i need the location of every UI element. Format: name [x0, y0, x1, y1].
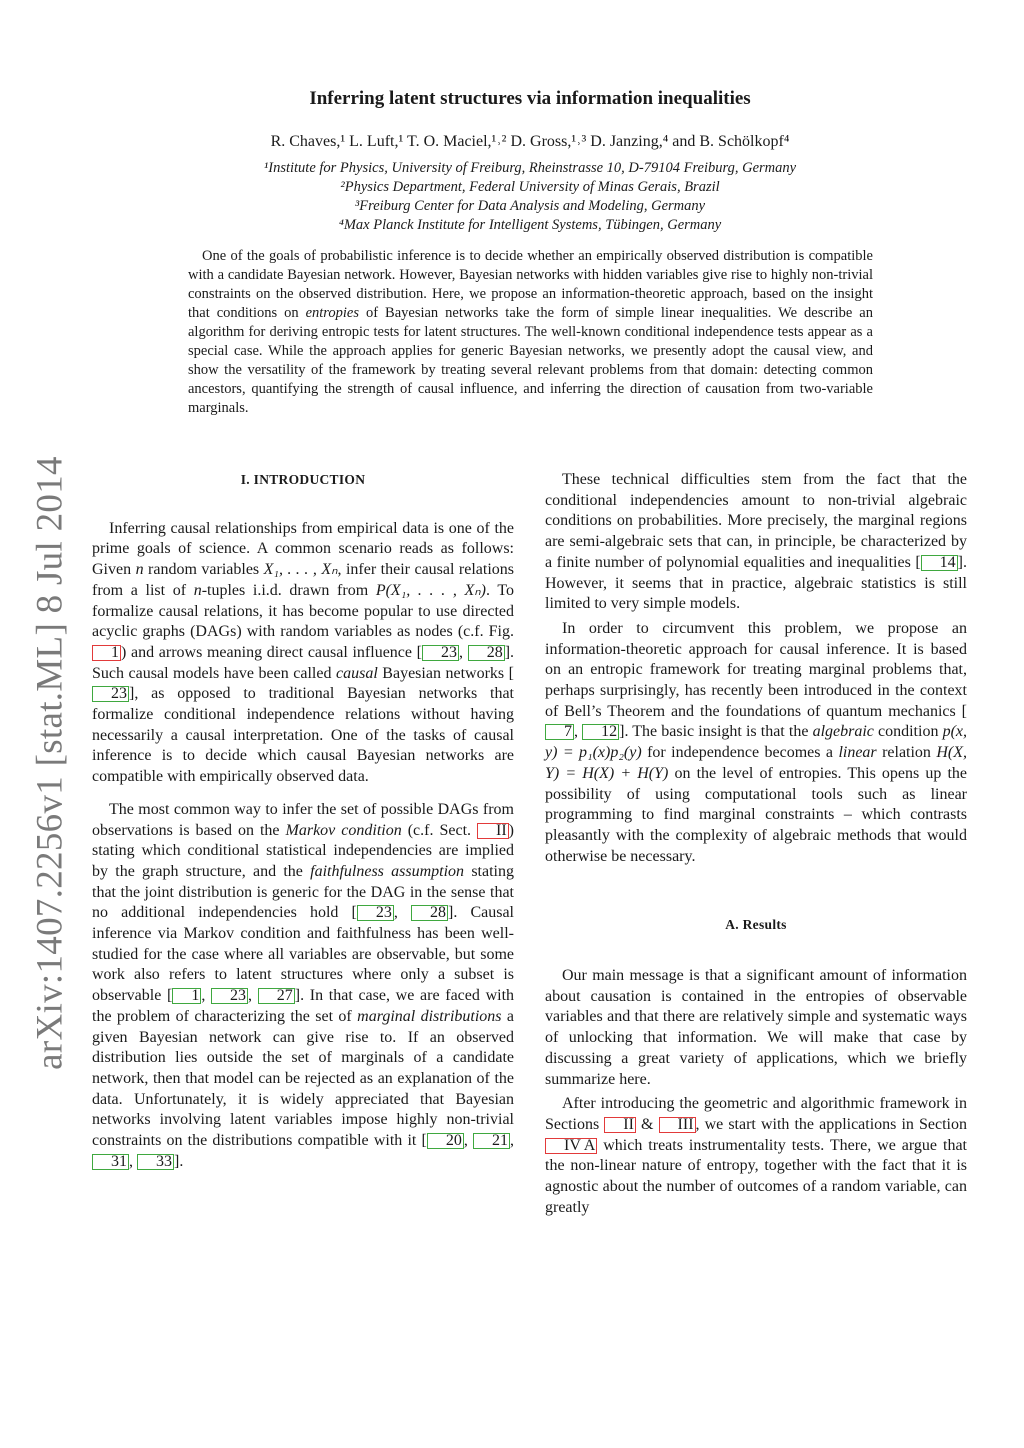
intro-paragraph-1: Inferring causal relationships from empirical data is one of the prime goals of science. A common scenario reads as follows: Given n random variables X₁, . . . , Xₙ, infer their causal relations from a list of n-tuples i.i.d. drawn from P(X₁, . . . , Xₙ). To formalize causal relations, it has become popular to use directed acyclic graphs (DAGs) with random variables as nodes (c.f. Fig. 1 ) and arrows meaning direct causal influence [ 23 , 28 ]. Such causal models have been called causal Bayesian networks [23 ], as opposed to traditional Bayesian networks that formalize conditional independence relations without having necessarily a causal interpretation. One of the tasks of causal inference is to decide which causal Bayesian networks are compatible with empirically observed data.: [92, 519, 515, 786]
citation-link[interactable]: 28: [411, 905, 448, 921]
results-paragraph-1: Our main message is that a significant amount of information about causation is contained in the entropies of observable variables and that there are relatively simple and systematic ways of unlocking that information. We will make that case by discussing a great variety of applications, which we briefly summarize here.: [545, 967, 967, 1088]
citation-link[interactable]: 23: [211, 988, 248, 1004]
affiliation-4: ⁴Max Planck Institute for Intelligent Systems, Tübingen, Germany: [338, 217, 722, 233]
affiliation-3: ³Freiburg Center for Data Analysis and Modeling, Germany: [354, 198, 706, 214]
section-link[interactable]: II: [477, 823, 509, 839]
results-paragraph-2: After introducing the geometric and algorithmic framework in Sections II & III , we start with the applications in Section IV A which treats instrumentality tests. There, we argue that the non-linear nature of entropy, together with the fact that it is agnostic about the number of outcomes of a random variable, can greatly: [545, 1095, 967, 1216]
citation-link[interactable]: 23: [357, 905, 394, 921]
arxiv-sidebar: arXiv:1407.2256v1 [stat.ML] 8 Jul 2014: [29, 455, 71, 1070]
paper-title: Inferring latent structures via information inequalities: [309, 88, 751, 109]
citation-link[interactable]: 14: [921, 555, 958, 571]
affiliation-1: ¹Institute for Physics, University of Freiburg, Rheinstrasse 10, D-79104 Freiburg, Germany: [263, 160, 797, 176]
figure-link[interactable]: 1: [92, 645, 121, 661]
citation-link[interactable]: 23: [422, 645, 459, 661]
citation-link[interactable]: 23: [92, 686, 129, 702]
citation-link[interactable]: 31: [92, 1154, 129, 1170]
right-column: [545, 470, 967, 1219]
section-link[interactable]: IV A: [545, 1138, 597, 1154]
section-heading-results: A. Results: [725, 917, 787, 933]
right-paragraph-1: These technical difficulties stem from the fact that the conditional independencies amount to non-trivial algebraic conditions on probabilities. More precisely, the marginal regions are semi-algebraic sets that can, in principle, be characterized by a finite number of polynomial equalities and inequalities [ 14 ]. However, it seems that in practice, algebraic statistics is still limited to very simple models.: [545, 471, 967, 613]
affiliation-2: ²Physics Department, Federal University of Minas Gerais, Brazil: [340, 179, 720, 195]
section-link[interactable]: II: [604, 1117, 636, 1133]
left-column: [92, 470, 514, 1173]
section-heading-introduction: I. INTRODUCTION: [240, 472, 366, 487]
citation-link[interactable]: 7: [545, 724, 574, 740]
citation-link[interactable]: 1: [172, 988, 201, 1004]
citation-link[interactable]: 20: [427, 1133, 464, 1149]
section-link[interactable]: III: [659, 1117, 696, 1133]
author-list: R. Chaves,¹ L. Luft,¹ T. O. Maciel,¹˒² D. Gross,¹˒³ D. Janzing,⁴ and B. Schölkopf⁴: [270, 133, 790, 150]
citation-link[interactable]: 12: [582, 724, 619, 740]
citation-link[interactable]: 28: [468, 645, 505, 661]
citation-link[interactable]: 33: [137, 1154, 174, 1170]
citation-link[interactable]: 21: [473, 1133, 510, 1149]
right-paragraph-2: In order to circumvent this problem, we propose an information-theoretic approach for causal inference. It is based on an entropic framework for treating marginal problems that, perhaps surprisingly, has recently been introduced in the context of Bell’s Theorem and the foundations of quantum mechanics [7 , 12 ]. The basic insight is that the algebraic condition p(x, y) = p₁(x)p₂(y) for independence becomes a linear relation H(X, Y) = H(X) + H(Y) on the level of entropies. This opens up the possibility of using computational tools such as linear programming to find marginal constraints – which contrasts pleasantly with the complexity of algebraic methods that would otherwise be necessary.: [545, 619, 968, 865]
abstract: One of the goals of probabilistic inference is to decide whether an empirically observed distribution is compatible with a candidate Bayesian network. However, Bayesian networks with hidden variables give rise to highly non-trivial constraints on the observed distribution. Here, we propose an information-theoretic approach, based on the insight that conditions on entropies of Bayesian networks take the form of simple linear inequalities. We describe an algorithm for deriving entropic tests for latent structures. The well-known conditional independence tests appear as a special case. While the approach applies for generic Bayesian networks, we presently adopt the causal view, and show the versatility of the framework by treating several relevant problems from that domain: detecting common ancestors, quantifying the strength of causal influence, and inferring the direction of causation from two-variable marginals.: [188, 248, 873, 416]
intro-paragraph-2: The most common way to infer the set of possible DAGs from observations is based on the Markov condition (c.f. Sect. II ) stating which conditional statistical independencies are implied by the graph structure, and the faithfulness assumption stating that the joint distribution is generic for the DAG in the sense that no additional independencies hold [ 23 , 28 ]. Causal inference via Markov condition and faithfulness has been well-studied for the case where all variables are observable, but some work also refers to latent structures where only a subset is observable [ 1 , 23 , 27 ]. In that case, we are faced with the problem of characterizing the set of marginal distributions a given Bayesian network can give rise to. If an observed distribution lies outside the set of marginals of a candidate network, then that model can be rejected as an explanation of the data. Unfortunately, it is widely appreciated that Bayesian networks involving latent variables impose highly non-trivial constraints on the distributions compatible with it [ 20 , 21 , 31 , 33 ].: [92, 800, 515, 1170]
citation-link[interactable]: 27: [258, 988, 295, 1004]
